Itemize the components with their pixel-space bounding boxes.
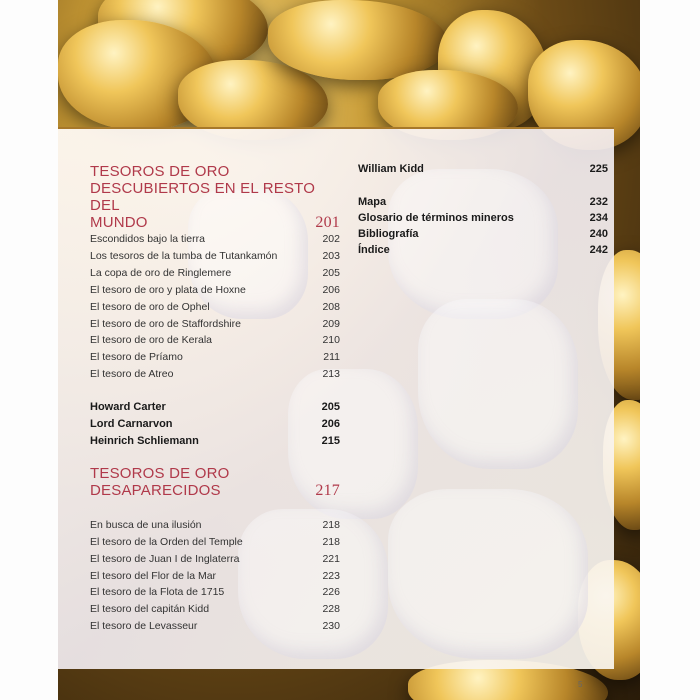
toc-entry[interactable] <box>90 334 340 347</box>
section-title-line: DESCUBIERTOS EN EL RESTO DEL <box>90 180 316 214</box>
section-title-line: DESAPARECIDOS <box>90 482 221 499</box>
toc-entry-page: 240 <box>589 228 608 240</box>
toc-entry-label: Howard Carter <box>90 401 166 413</box>
toc-entry-bold[interactable] <box>358 212 608 225</box>
toc-entry-bold[interactable] <box>358 228 608 241</box>
toc-entry-bold[interactable] <box>90 401 340 414</box>
toc-entry[interactable] <box>90 368 340 381</box>
toc-entry-page: 215 <box>321 435 340 447</box>
toc-entry-label: Lord Carnarvon <box>90 418 173 430</box>
section-page-number: 201 <box>315 214 340 231</box>
toc-entry-page: 228 <box>322 603 340 615</box>
toc-entry[interactable] <box>90 318 340 331</box>
toc-entry-label: El tesoro del capitán Kidd <box>90 603 210 615</box>
toc-entry-label: Escondidos bajo la tierra <box>90 233 205 245</box>
folio: 5 <box>578 680 583 689</box>
toc-entry-label: El tesoro de oro de Ophel <box>90 301 210 313</box>
toc-entry-page: 218 <box>322 519 340 531</box>
toc-entry-label: El tesoro de la Orden del Temple <box>90 536 243 548</box>
toc-entry-page: 202 <box>322 233 340 245</box>
toc-entry-page: 221 <box>322 553 340 565</box>
toc-entry[interactable] <box>90 620 340 633</box>
toc-entry-label: Mapa <box>358 196 387 208</box>
toc-entry-page: 210 <box>322 334 340 346</box>
toc-entry-page: 234 <box>589 212 608 224</box>
toc-entry[interactable] <box>90 586 340 599</box>
toc-entry-bold[interactable] <box>358 163 608 176</box>
toc-entry[interactable] <box>90 519 340 532</box>
toc-entry-label: En busca de una ilusión <box>90 519 202 531</box>
toc-entry-label: El tesoro de oro de Kerala <box>90 334 212 346</box>
toc-entry-page: 209 <box>322 318 340 330</box>
toc-entry-page: 223 <box>322 570 340 582</box>
toc-entry-label: El tesoro de Atreo <box>90 368 174 380</box>
toc-entry[interactable] <box>90 301 340 314</box>
toc-entry-bold[interactable] <box>358 196 608 209</box>
toc-entry[interactable] <box>90 603 340 616</box>
section-title-desaparecidos <box>90 465 340 499</box>
toc-entry-label: El tesoro del Flor de la Mar <box>90 570 217 582</box>
toc-entry-page: 206 <box>321 418 340 430</box>
toc-entry-label: La copa de oro de Ringlemere <box>90 267 232 279</box>
toc-entry-label: Bibliografía <box>358 228 419 240</box>
toc-entry[interactable] <box>90 233 340 246</box>
toc-entry-label: Los tesoros de la tumba de Tutankamón <box>90 250 278 262</box>
toc-entry-bold[interactable] <box>358 244 608 257</box>
toc-entry-label: Índice <box>358 244 390 256</box>
toc-entry-label: El tesoro de oro de Staffordshire <box>90 318 241 330</box>
toc-entry-label: El tesoro de Príamo <box>90 351 183 363</box>
toc-entry-label: El tesoro de Levasseur <box>90 620 198 632</box>
toc-entry-page: 226 <box>322 586 340 598</box>
toc-entry[interactable] <box>90 267 340 280</box>
toc-entry-label: El tesoro de la Flota de 1715 <box>90 586 225 598</box>
section-title-line: TESOROS DE ORO <box>90 465 230 482</box>
toc-entry-label: El tesoro de Juan I de Inglaterra <box>90 553 240 565</box>
toc-entry[interactable] <box>90 284 340 297</box>
section-page-number: 217 <box>315 482 340 499</box>
toc-entry-bold[interactable] <box>90 435 340 448</box>
toc-entry-page: 232 <box>589 196 608 208</box>
scan-margin-right <box>640 0 700 700</box>
section-title-line: MUNDO <box>90 214 148 231</box>
toc-entry[interactable] <box>90 570 340 583</box>
toc-entry-label: William Kidd <box>358 163 424 175</box>
section-title-descubiertos <box>90 163 340 231</box>
toc-entry-page: 205 <box>321 401 340 413</box>
toc-entry-page: 242 <box>589 244 608 256</box>
toc-entry-page: 203 <box>322 250 340 262</box>
toc-entry[interactable] <box>90 536 340 549</box>
toc-entry-page: 230 <box>322 620 340 632</box>
section-title-line: TESOROS DE ORO <box>90 163 230 180</box>
toc-entry-label: Heinrich Schliemann <box>90 435 199 447</box>
toc-entry-page: 206 <box>322 284 340 296</box>
toc-entry-page: 211 <box>323 351 340 363</box>
toc-entry-page: 218 <box>322 536 340 548</box>
contents-panel <box>58 127 614 669</box>
toc-entry-page: 205 <box>322 267 340 279</box>
toc-entry-page: 213 <box>322 368 340 380</box>
toc-entry-page: 225 <box>589 163 608 175</box>
toc-entry-page: 208 <box>322 301 340 313</box>
toc-entry-label: Glosario de términos mineros <box>358 212 514 224</box>
toc-entry[interactable] <box>90 351 340 364</box>
toc-entry[interactable] <box>90 250 340 263</box>
scan-margin-left <box>0 0 58 700</box>
toc-entry-bold[interactable] <box>90 418 340 431</box>
toc-entry[interactable] <box>90 553 340 566</box>
toc-entry-label: El tesoro de oro y plata de Hoxne <box>90 284 246 296</box>
